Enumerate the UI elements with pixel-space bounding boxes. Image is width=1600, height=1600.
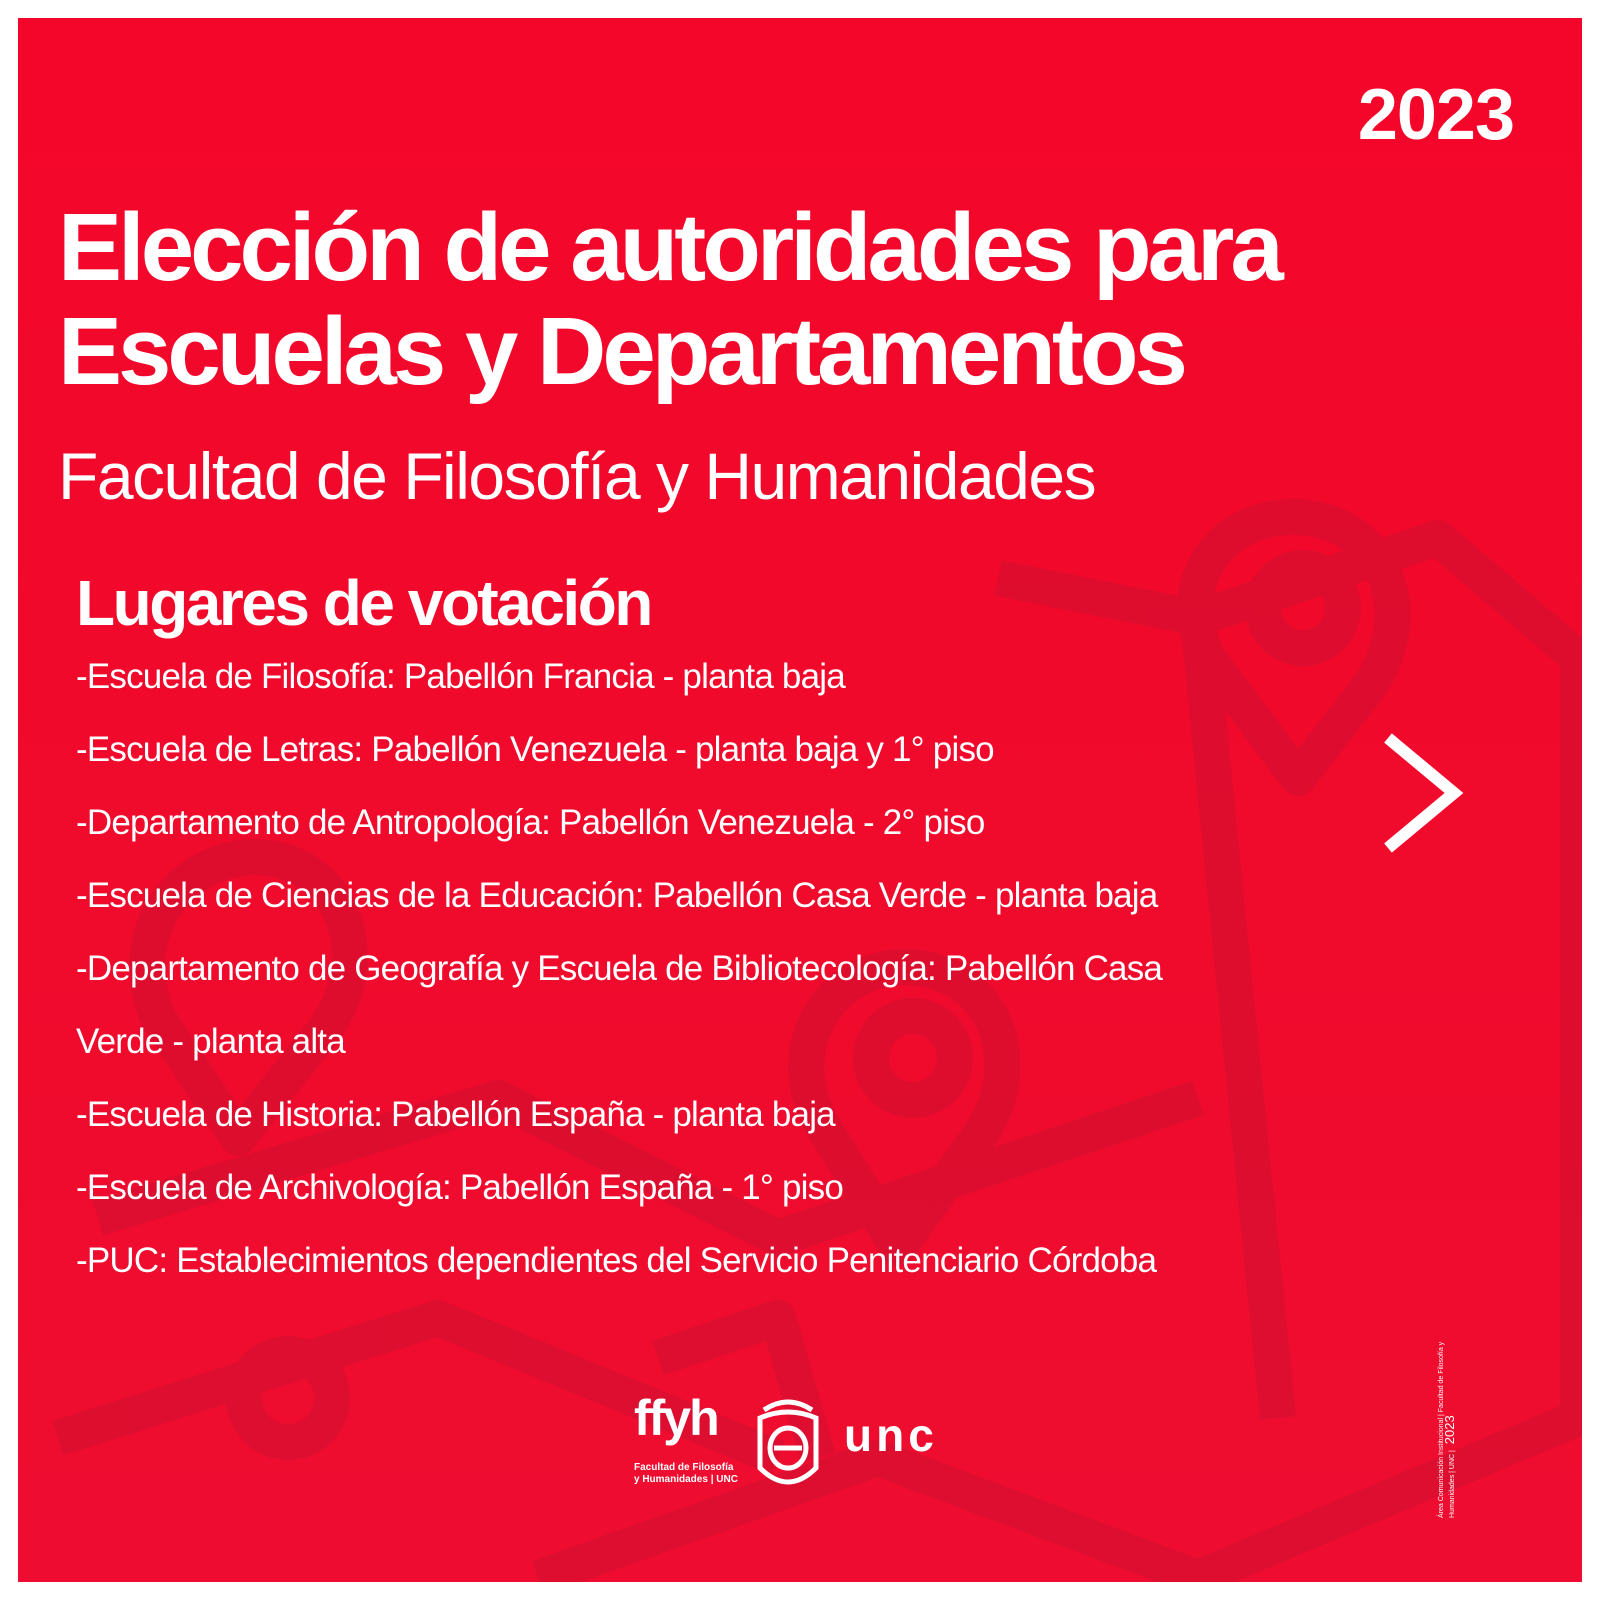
credit-area: Área — [1438, 1503, 1445, 1518]
ffyh-caption: Facultad de Filosofía y Humanidades | UNC — [634, 1462, 738, 1485]
voting-places-list — [76, 640, 1416, 1297]
section-heading: Lugares de votación — [76, 567, 651, 639]
ffyh-logo — [634, 1388, 738, 1486]
list-item: -Departamento de Antropología: Pabellón Venezuela - 2° piso — [76, 803, 985, 842]
list-item: -Escuela de Filosofía: Pabellón Francia - planta baja — [76, 657, 845, 696]
list-item: -Departamento de Geografía y Escuela de Bibliotecología: Pabellón Casa — [76, 949, 1163, 988]
list-item: -PUC: Establecimientos dependientes del Servicio Penitenciario Córdoba — [76, 1241, 1157, 1280]
poster — [18, 18, 1582, 1582]
unc-wordmark: unc — [844, 1409, 938, 1461]
credit-year: 2023 — [1442, 1415, 1457, 1445]
university-seal-icon — [750, 1388, 826, 1498]
logos-footer — [18, 1388, 1582, 1518]
year-label: 2023 — [1357, 75, 1514, 155]
title-line-1: Elección de autoridades para — [58, 194, 1280, 301]
chevron-right-icon[interactable] — [1378, 728, 1468, 858]
ffyh-wordmark: ffyh — [634, 1390, 718, 1446]
page-title — [58, 196, 1280, 404]
credit-faculty: Facultad de Filosofía y Humanidades | UNC — [1438, 1341, 1456, 1518]
credit-unit: Comunicación Institucional — [1438, 1417, 1445, 1502]
list-item: -Escuela de Historia: Pabellón España - planta baja — [76, 1095, 835, 1134]
title-line-2: Escuelas y Departamentos — [58, 298, 1184, 405]
list-item: -Escuela de Archivología: Pabellón España - 1° piso — [76, 1168, 844, 1207]
list-item: Verde - planta alta — [76, 1022, 345, 1061]
side-credit: Área Comunicación Institucional | Facultad de Filosofía y Humanidades | UNC | 2023 — [1438, 1341, 1457, 1518]
faculty-subtitle: Facultad de Filosofía y Humanidades — [58, 439, 1096, 513]
list-item: -Escuela de Letras: Pabellón Venezuela - planta baja y 1° piso — [76, 730, 994, 769]
list-item: -Escuela de Ciencias de la Educación: Pabellón Casa Verde - planta baja — [76, 876, 1158, 915]
